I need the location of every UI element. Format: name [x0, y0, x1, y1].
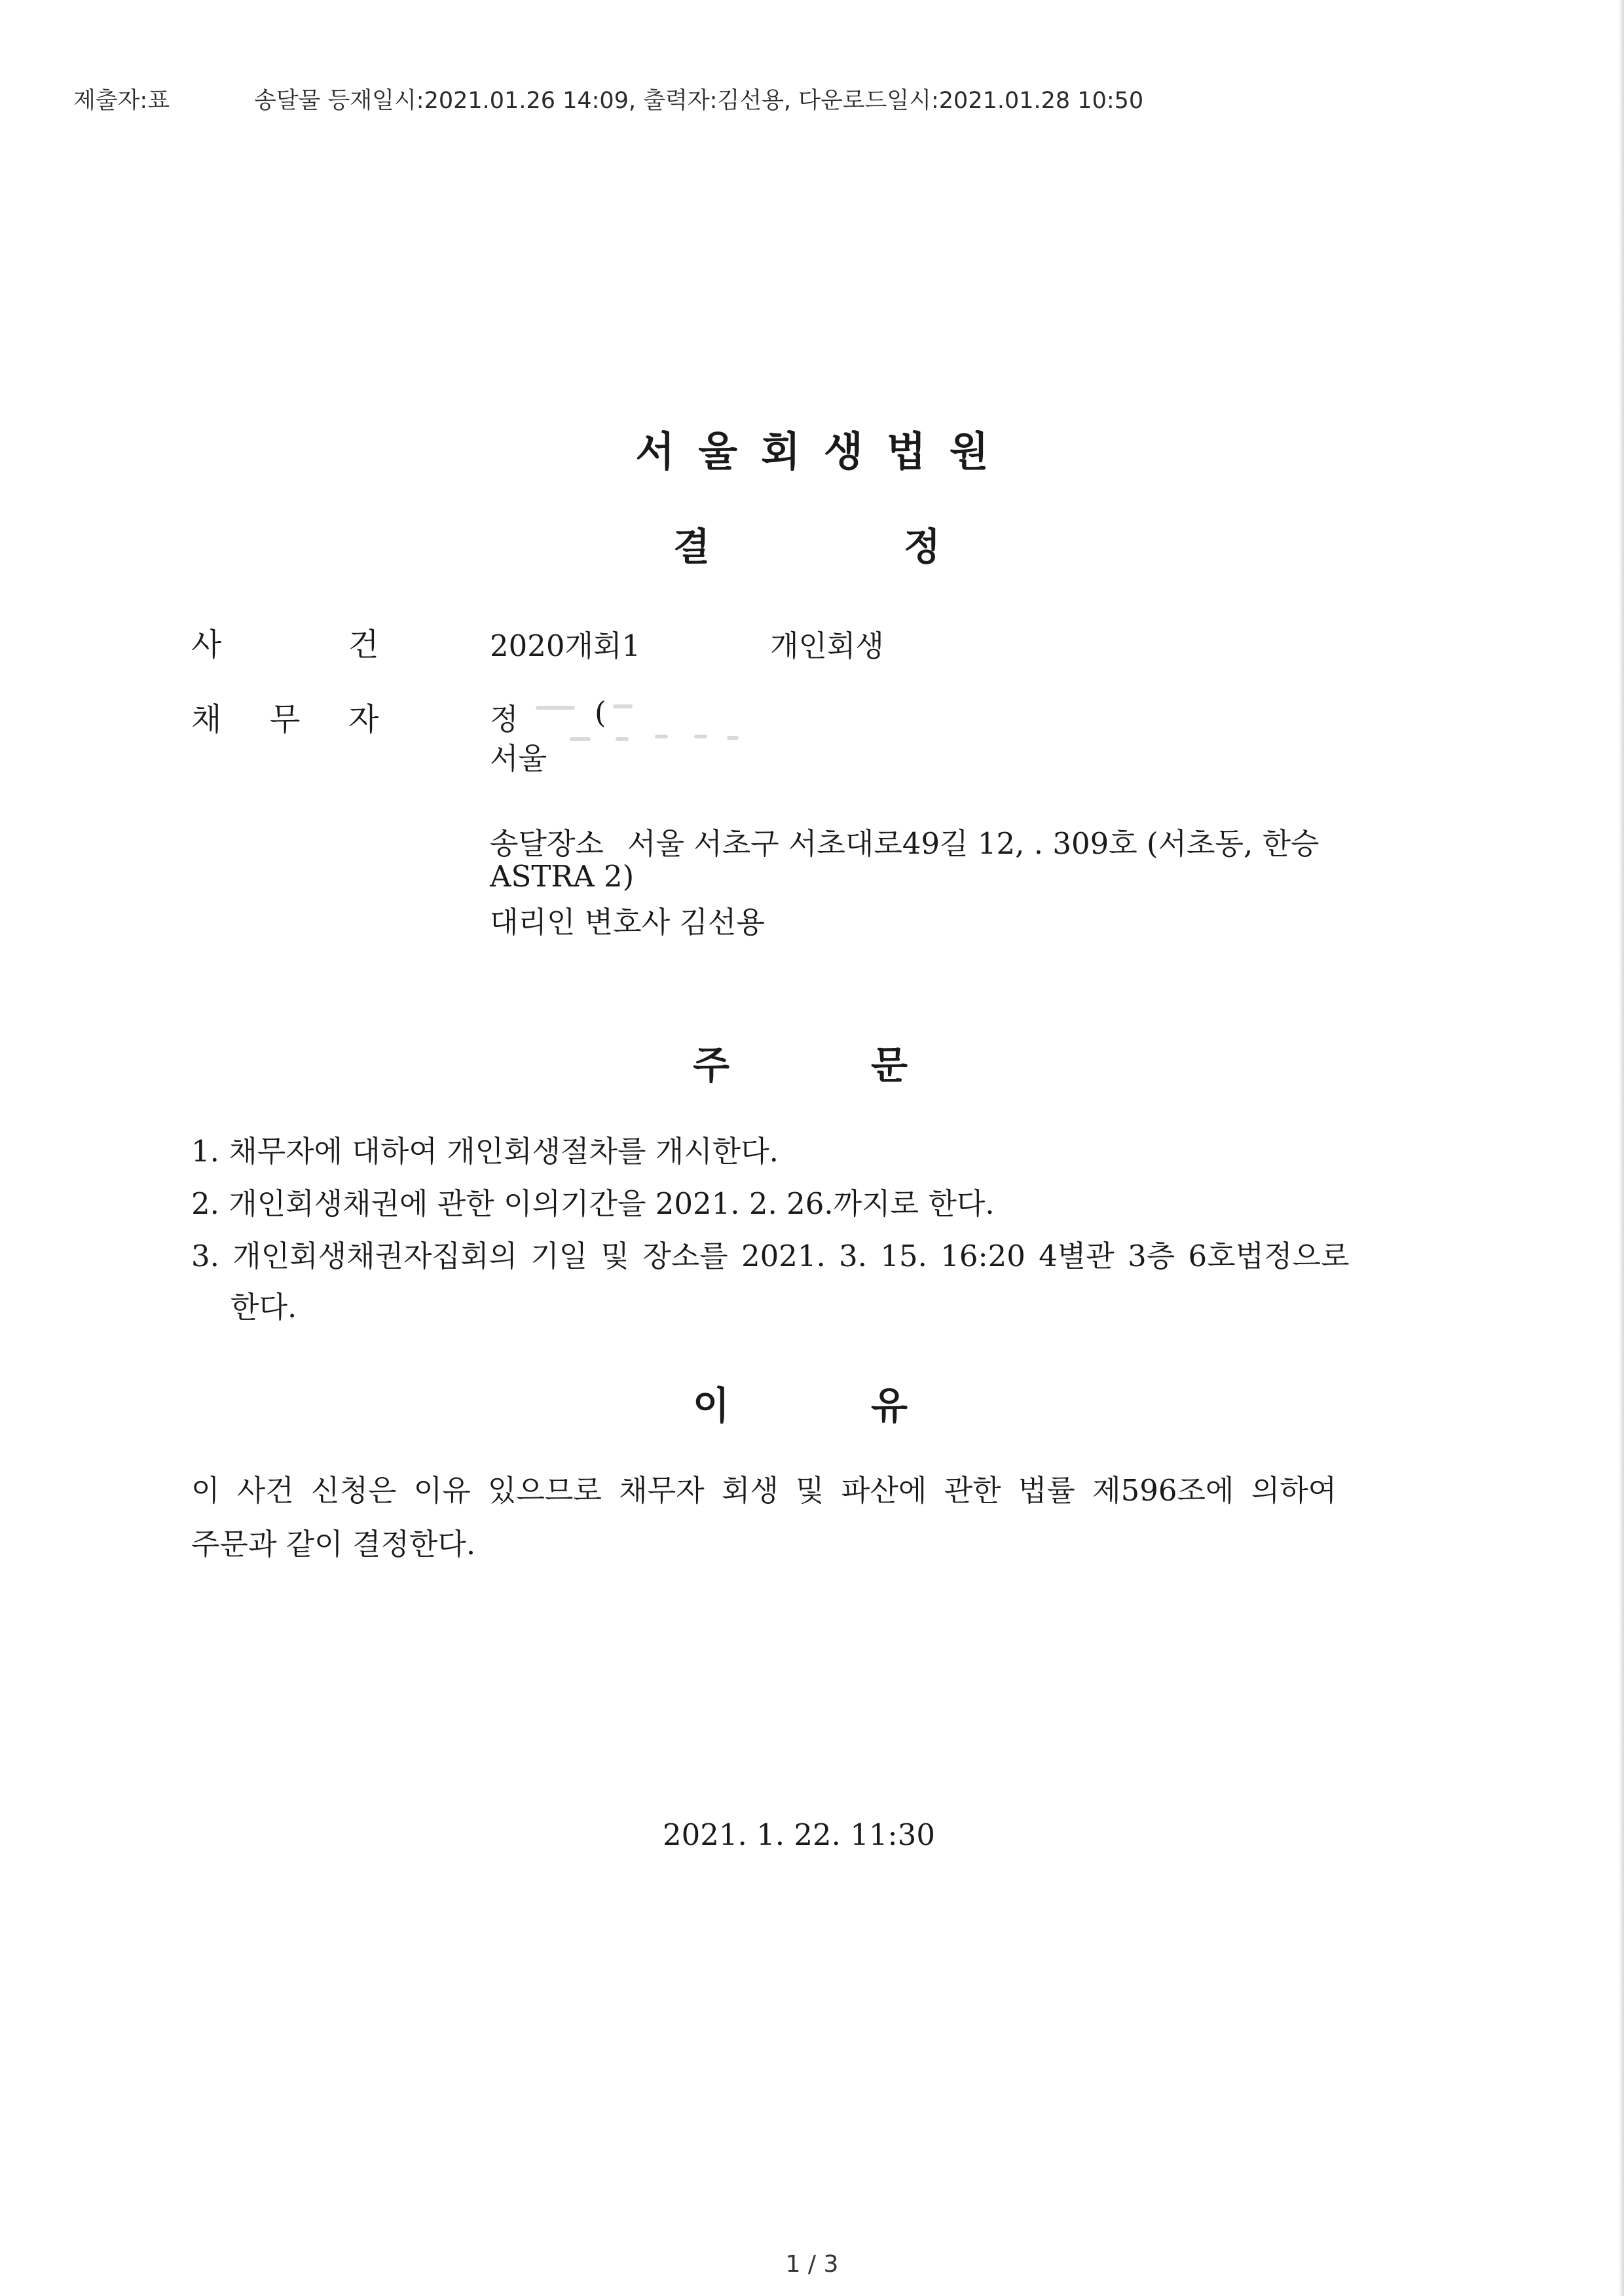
doc-title-second-char: 정: [904, 524, 941, 569]
debtor-label-char-3: 자: [348, 701, 379, 738]
scan-edge-shadow: [1619, 0, 1624, 2296]
order-item-1: 1. 채무자에 대하여 개인회생절차를 개시한다.: [191, 1134, 779, 1169]
reason-line-1: 이 사건 신청은 이유 있으므로 채무자 회생 및 파산에 관한 법률 제596조에 의하여: [191, 1473, 1337, 1508]
delivery-address-line-2: ASTRA 2): [490, 859, 635, 894]
order-item-3-continuation: 한다.: [231, 1290, 297, 1324]
delivery-metadata: 송달물 등재일시:2021.01.26 14:09, 출력자:김선용, 다운로드일시:2021.01.28 10:50: [254, 88, 1144, 114]
doc-title-first-char: 결: [673, 524, 710, 569]
decision-datetime: 2021. 1. 22. 11:30: [663, 1817, 935, 1852]
court-title: 서울회생법원: [635, 428, 1012, 475]
case-number: 2020개회1: [490, 629, 641, 663]
case-label-char-1: 사: [191, 627, 222, 663]
submitter-label: 제출자:표: [73, 88, 170, 114]
agent-line: 대리인 변호사 김선용: [490, 905, 765, 939]
order-heading-second-char: 문: [871, 1043, 908, 1087]
redacted-address-mark-3: [655, 735, 668, 738]
debtor-label-char-1: 채: [191, 701, 222, 738]
redacted-id-mark: [613, 704, 633, 708]
redacted-address-mark-4: [694, 735, 707, 738]
redacted-name-mark: [536, 706, 575, 710]
case-label-char-2: 건: [348, 627, 379, 663]
order-heading-first-char: 주: [693, 1043, 730, 1087]
delivery-address-line-1: 서울 서초구 서초대로49길 12, . 309호 (서초동, 한승: [627, 826, 1320, 861]
delivery-label: 송달장소: [490, 826, 604, 861]
case-type: 개인회생: [770, 629, 884, 663]
debtor-label-char-2: 무: [270, 701, 301, 738]
debtor-name-partial: 정: [490, 702, 519, 737]
debtor-address-partial: 서울: [490, 741, 547, 776]
order-item-3: 3. 개인회생채권자집회의 기일 및 장소를 2021. 3. 15. 16:20 4별관 3층 6호법정으로: [191, 1239, 1350, 1273]
order-item-2: 2. 개인회생채권에 관한 이의기간을 2021. 2. 26.까지로 한다.: [191, 1186, 995, 1221]
debtor-name-paren: (: [595, 695, 606, 730]
redacted-address-mark-2: [616, 737, 629, 741]
redacted-address-mark-1: [570, 737, 591, 741]
reason-heading-first-char: 이: [693, 1383, 730, 1428]
reason-line-2: 주문과 같이 결정한다.: [191, 1527, 476, 1561]
page-number: 1 / 3: [785, 2251, 839, 2278]
reason-heading-second-char: 유: [871, 1383, 908, 1428]
redacted-address-mark-5: [727, 736, 739, 740]
